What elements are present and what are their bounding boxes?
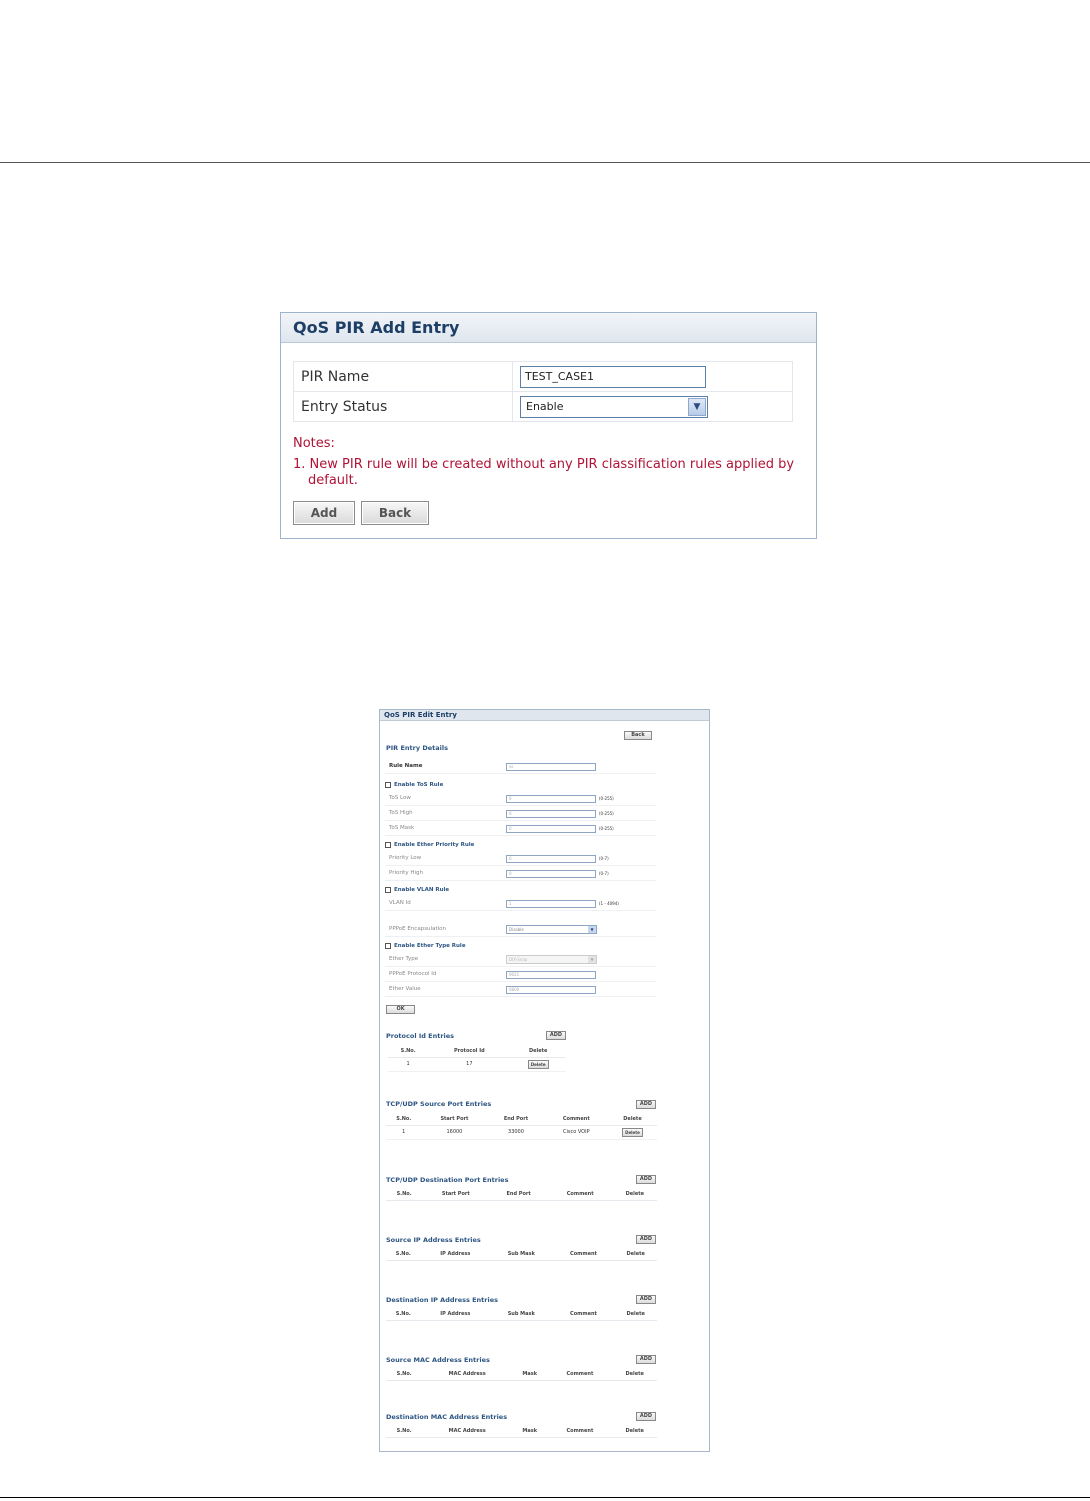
table-row [386,1125,657,1139]
col-comment: Comment [547,1369,612,1380]
src-ip-add-button[interactable]: ADD [636,1235,656,1244]
dst-mac-add-button[interactable]: ADD [636,1412,656,1421]
cell-start-port: 16000 [421,1125,487,1139]
dst-mac-table [386,1426,657,1438]
priority-low-range: (0-7) [599,856,609,861]
tos-high-label: ToS High [389,810,413,816]
entry-status-select[interactable] [520,396,708,418]
cell-protocol-id: 17 [428,1057,510,1071]
col-ip-address: IP Address [421,1249,490,1260]
vlan-id-input[interactable]: 1 [506,900,596,908]
col-delete: Delete [608,1114,657,1125]
src-ip-entries-title: Source IP Address Entries [386,1236,481,1244]
delete-button[interactable]: Delete [622,1128,643,1137]
enable-ether-priority-checkbox[interactable] [385,842,391,848]
col-sub-mask: Sub Mask [490,1249,553,1260]
enable-ether-type-checkbox[interactable] [385,943,391,949]
priority-high-label: Priority High [389,870,423,876]
src-port-add-button[interactable]: ADD [636,1100,656,1109]
col-delete: Delete [614,1249,657,1260]
col-start-port: Start Port [422,1189,489,1200]
col-sno: S.No. [386,1426,422,1437]
priority-high-row [385,866,656,881]
tos-high-input[interactable]: 0 [506,810,596,818]
dst-port-table [386,1189,657,1201]
bottom-divider [0,1497,1090,1498]
tos-mask-range: (0-255) [599,826,614,831]
col-delete: Delete [510,1046,566,1057]
col-delete: Delete [612,1426,657,1437]
col-mask: Mask [512,1369,547,1380]
back-button[interactable]: Back [361,501,429,525]
top-divider [0,162,1090,163]
rule-name-label: Rule Name [389,763,423,769]
protocol-id-entries-title: Protocol Id Entries [386,1032,455,1040]
enable-tos-label: Enable ToS Rule [394,782,444,788]
cell-sno: 1 [386,1125,421,1139]
col-sno: S.No. [386,1114,421,1125]
dst-mac-entries-title: Destination MAC Address Entries [386,1413,508,1421]
priority-high-input[interactable]: 0 [506,870,596,878]
col-start-port: Start Port [421,1114,487,1125]
tos-low-input[interactable]: 0 [506,795,596,803]
enable-ether-type-label: Enable Ether Type Rule [394,943,466,949]
priority-low-input[interactable]: 0 [506,855,596,863]
chevron-down-icon[interactable]: ▼ [588,956,596,963]
col-delete: Delete [613,1189,657,1200]
rule-name-input[interactable]: ss [506,763,596,771]
add-entry-form [293,361,793,422]
note-item: 1. New PIR rule will be created without any PIR classification rules applied by default. [293,457,795,488]
panel-title: QoS PIR Add Entry [281,313,816,343]
enable-vlan-checkbox[interactable] [385,887,391,893]
enable-ether-priority-row [385,840,474,850]
col-sub-mask: Sub Mask [490,1309,553,1320]
col-sno: S.No. [386,1309,421,1320]
col-comment: Comment [553,1249,615,1260]
ether-type-value: DIX-Snap [509,957,528,962]
ether-value-input[interactable]: 0800 [506,986,596,994]
table-header [388,1046,566,1057]
tos-low-range: (0-255) [599,796,614,801]
col-sno: S.No. [386,1369,422,1380]
pppoe-protocol-id-label: PPPoE Protocol Id [389,971,437,977]
ether-type-label: Ether Type [389,956,419,962]
ether-type-row [385,952,656,967]
col-sno: S.No. [386,1189,422,1200]
panel-title: QoS PIR Edit Entry [380,710,709,721]
col-end-port: End Port [489,1189,547,1200]
col-end-port: End Port [487,1114,544,1125]
col-comment: Comment [553,1309,615,1320]
col-sno: S.No. [388,1046,428,1057]
enable-vlan-rule-row [385,885,449,895]
table-header [386,1426,657,1437]
src-ip-table [386,1249,657,1261]
vlan-id-label: VLAN Id [389,900,411,906]
notes [293,436,808,489]
cell-comment: Cisco VOIP [545,1125,608,1139]
src-mac-add-button[interactable]: ADD [636,1355,656,1364]
notes-title: Notes: [293,436,335,451]
cell-end-port: 33000 [487,1125,544,1139]
pir-name-input[interactable]: TEST_CASE1 [520,366,706,388]
vlan-id-range: (1 - 4094) [599,901,619,906]
col-sno: S.No. [386,1249,421,1260]
back-button[interactable]: Back [624,731,652,740]
dst-port-add-button[interactable]: ADD [636,1175,656,1184]
tos-high-row [385,806,656,821]
qos-pir-add-entry-panel [280,312,817,539]
enable-vlan-label: Enable VLAN Rule [394,887,450,893]
chevron-down-icon[interactable]: ▼ [588,926,596,933]
col-ip-address: IP Address [421,1309,490,1320]
enable-ether-type-row [385,941,466,951]
table-header [386,1249,657,1260]
pppoe-encapsulation-label: PPPoE Encapsulation [389,926,446,932]
pppoe-encapsulation-value: Disable [509,927,524,932]
ether-type-select[interactable] [506,955,597,964]
src-port-table [386,1114,657,1140]
pppoe-encapsulation-select[interactable] [506,925,597,934]
col-mask: Mask [512,1426,547,1437]
ether-value-row [385,982,656,997]
rule-name-row [385,759,656,774]
tos-mask-input[interactable]: 0 [506,825,596,833]
entry-status-row [294,392,793,422]
tos-mask-label: ToS Mask [389,825,415,831]
col-delete: Delete [612,1369,657,1380]
col-delete: Delete [614,1309,657,1320]
protocol-add-button[interactable]: ADD [546,1031,566,1040]
priority-low-label: Priority Low [389,855,422,861]
enable-tos-rule-row [385,780,443,790]
enable-tos-checkbox[interactable] [385,782,391,788]
add-button[interactable]: Add [293,501,355,525]
table-header [386,1114,657,1125]
enable-ether-priority-label: Enable Ether Priority Rule [394,842,475,848]
entry-status-label: Entry Status [294,392,513,422]
pppoe-encapsulation-row [385,922,656,937]
pir-name-row [294,362,793,392]
src-mac-table [386,1369,657,1381]
qos-pir-edit-entry-panel [379,709,710,1452]
entry-status-value: Enable [526,399,564,413]
table-row [388,1057,566,1071]
tos-high-range: (0-255) [599,811,614,816]
col-comment: Comment [545,1114,608,1125]
pir-entry-details-title: PIR Entry Details [386,744,448,752]
delete-button[interactable]: Delete [528,1060,549,1069]
dst-ip-entries-title: Destination IP Address Entries [386,1296,498,1304]
col-comment: Comment [547,1426,612,1437]
src-port-entries-title: TCP/UDP Source Port Entries [386,1100,492,1108]
tos-low-row [385,791,656,806]
cell-sno: 1 [388,1057,428,1071]
ether-value-label: Ether Value [389,986,421,992]
col-mac-address: MAC Address [422,1369,512,1380]
table-header [386,1369,657,1380]
table-header [386,1189,657,1200]
pppoe-protocol-id-row [385,967,656,982]
vlan-id-row [385,896,656,911]
col-mac-address: MAC Address [422,1426,512,1437]
pir-name-label: PIR Name [294,362,513,392]
protocol-id-table [388,1046,566,1072]
dst-ip-add-button[interactable]: ADD [636,1295,656,1304]
col-protocol-id: Protocol Id [428,1046,510,1057]
ok-button[interactable]: OK [386,1005,415,1014]
priority-low-row [385,851,656,866]
dst-ip-table [386,1309,657,1321]
chevron-down-icon[interactable]: ▼ [688,398,706,416]
dst-port-entries-title: TCP/UDP Destination Port Entries [386,1176,509,1184]
tos-mask-row [385,821,656,836]
col-comment: Comment [548,1189,613,1200]
pppoe-protocol-id-input[interactable]: 0021 [506,971,596,979]
table-header [386,1309,657,1320]
src-mac-entries-title: Source MAC Address Entries [386,1356,490,1364]
priority-high-range: (0-7) [599,871,609,876]
tos-low-label: ToS Low [389,795,411,801]
